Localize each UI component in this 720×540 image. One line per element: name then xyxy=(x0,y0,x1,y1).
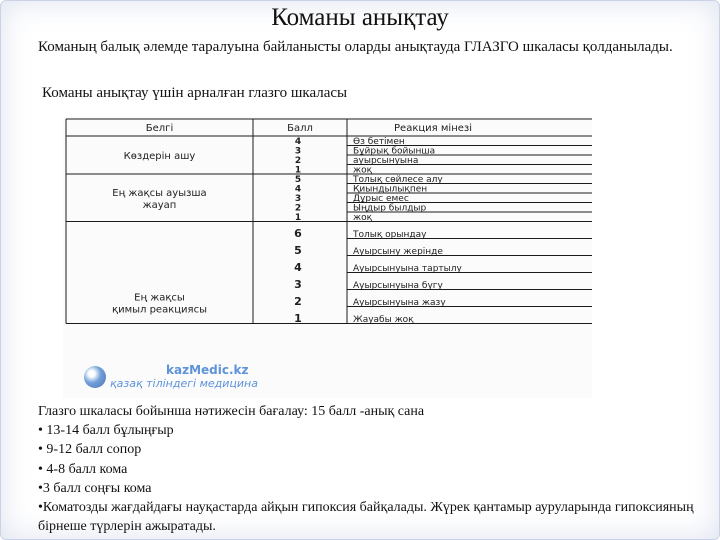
result-item-3: • 4-8 балл кома xyxy=(38,461,128,477)
glasgow-scale-table xyxy=(63,117,592,398)
score-cell: 2 xyxy=(294,203,302,214)
watermark xyxy=(82,364,328,390)
watermark-tagline: қазақ тіліндегі медицина xyxy=(110,377,258,390)
score-cell: 1 xyxy=(294,165,302,176)
reaction-cell: Өз бетімен xyxy=(353,137,405,147)
score-cell: 5 xyxy=(294,175,302,185)
score-cell: 1 xyxy=(294,213,302,223)
group-sign-2: Ең жақсы ауызша xyxy=(112,187,207,199)
table-caption: Команы анықтау үшін арналған глазго шкаласы xyxy=(42,85,348,101)
reaction-cell: жоқ xyxy=(353,213,373,223)
score-cell: 2 xyxy=(294,295,302,308)
score-cell: 3 xyxy=(294,146,302,157)
slide-title: Команы анықтау xyxy=(271,4,449,31)
header-sign: Белгі xyxy=(145,123,174,134)
reaction-cell: Толық орындау xyxy=(353,230,427,240)
score-cell: 6 xyxy=(294,227,302,240)
intro-text: Команың балық әлемде таралуына байланысты оларды анықтауда ГЛАЗГО шкаласы қолданылады. xyxy=(38,39,673,55)
group-sign-1: Көздерін ашу xyxy=(123,151,196,162)
score-cell: 1 xyxy=(294,312,302,325)
score-cell: 5 xyxy=(294,244,302,257)
reaction-cell: Ауырсыну жеріндe xyxy=(353,247,443,257)
reaction-cell: Жауабы жоқ xyxy=(353,315,414,325)
result-item-5: •Коматозды жағдайдағы науқастарда айқын гипоксия байқалады. Жүрек қантамыр ауруларында гипоксияның бірнеше түрлерін ажыратады. xyxy=(38,500,694,535)
score-cell: 4 xyxy=(294,261,302,274)
score-cell: 3 xyxy=(294,194,302,204)
results-block xyxy=(38,402,710,536)
score-cell: 3 xyxy=(294,278,302,291)
score-cell: 4 xyxy=(294,184,302,195)
score-cell: 2 xyxy=(294,156,302,166)
reaction-cell: Ауырсынуына бүгу xyxy=(353,281,443,291)
reaction-cell: Ыңдыр былдыр xyxy=(353,203,427,214)
watermark-site: kazMedic.kz xyxy=(166,363,249,377)
result-item-4: •3 балл соңғы кома xyxy=(38,480,152,496)
results-heading: Глазго шкаласы бойынша нәтижесін бағалау: 15 балл -анық сана xyxy=(38,404,425,419)
score-cell: 4 xyxy=(294,137,302,147)
group-sign-2-cont: жауап xyxy=(142,199,177,211)
group-sign-3: Ең жақсы xyxy=(134,292,185,304)
reaction-cell: Ауырсынуына жазу xyxy=(353,298,446,308)
reaction-cell: Толық сөйлесе алу xyxy=(353,175,443,185)
result-item-2: • 9-12 балл сопор xyxy=(38,442,142,458)
header-score: Балл xyxy=(287,123,313,134)
glasgow-scale-grid xyxy=(63,117,592,398)
reaction-cell: Бұйрық бойынша xyxy=(353,146,436,157)
reaction-cell: Қиындылықпен xyxy=(353,184,428,195)
globe-icon xyxy=(84,366,106,388)
group-sign-3-cont: қимыл реакциясы xyxy=(112,304,207,316)
reaction-cell: ауырсынуына xyxy=(353,156,419,166)
reaction-cell: жоқ xyxy=(353,165,373,176)
reaction-cell: Ауырсынуына тартылу xyxy=(353,264,462,274)
header-reaction: Реакция мінезі xyxy=(394,123,472,134)
reaction-cell: Дұрыс емес xyxy=(353,194,409,204)
result-item-1: • 13-14 балл бұлыңғыр xyxy=(38,423,174,439)
